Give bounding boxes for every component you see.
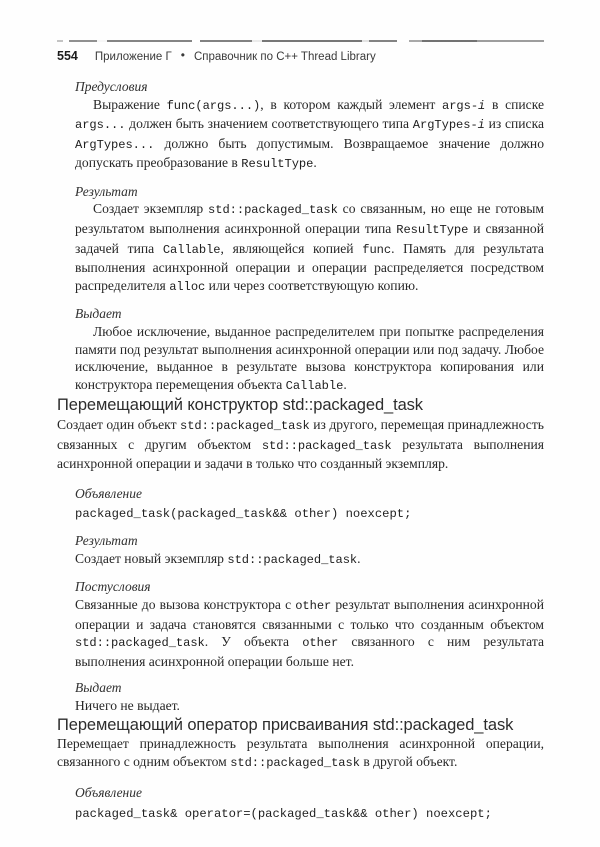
code-run: Callable	[162, 242, 221, 257]
throws-paragraph	[75, 323, 544, 395]
text-run: результата выполнения асинхронной операции и задачи в только что созданный экземпляр.	[57, 436, 544, 472]
code-run: other	[295, 599, 332, 613]
code-run: std::packaged_task	[230, 755, 360, 770]
text-run: со связанным, но еще не готовым результатом выполнения асинхронной операции типа	[75, 201, 544, 237]
label-result: Результат	[75, 183, 138, 199]
code-run: args-	[442, 98, 479, 113]
throws-block	[75, 305, 544, 395]
declaration-code-move-assignment: packaged_task& operator=(packaged_task&& other) noexcept;	[75, 806, 492, 821]
label-declaration: Объявление	[75, 785, 142, 801]
text-run: Любое исключение, выданное распределителем при попытке распределения памяти под результат выполнения асинхронной операции или под задачу. Любое исключение, выданное в результате вызова конструктора копирования или конструктора перемещения объекта	[75, 323, 544, 392]
header-rule	[57, 40, 544, 42]
text-run: результат выполнения асинхронной операции и задача становятся связанными с только что созданным объектом	[75, 597, 544, 632]
code-run: alloc	[169, 279, 206, 294]
page-number: 554	[57, 49, 78, 63]
move-constructor-postconditions-paragraph	[75, 596, 544, 670]
code-run: func	[362, 242, 392, 257]
code-run: ArgTypes-	[412, 118, 478, 133]
text-run: должен быть значением соответствующего типа	[125, 116, 413, 132]
text-run: Создает новый экземпляр	[75, 550, 228, 566]
label-throws: Выдает	[75, 306, 122, 322]
text-run: из другого, перемещая принадлежность связанных с другим объектом	[57, 416, 544, 452]
text-run: .	[313, 155, 317, 171]
code-italic-index: i	[477, 118, 485, 133]
text-run: Связанные до вызова конструктора с	[75, 597, 296, 612]
section-heading-move-constructor: Перемещающий конструктор std::packaged_task	[57, 396, 423, 415]
code-run: std::packaged_task	[208, 203, 338, 218]
label-result: Результат	[75, 533, 138, 549]
move-constructor-throws-paragraph: Ничего не выдает.	[75, 697, 180, 713]
result-paragraph	[75, 200, 544, 296]
move-constructor-throws-block	[75, 679, 544, 714]
text-run: Создает экземпляр	[93, 201, 209, 217]
text-run: или через соответствующую копию.	[205, 277, 419, 293]
text-run: Перемещает принадлежность результата выполнения асинхронной операции, связанного с одним объектом	[57, 736, 544, 769]
code-run: std::packaged_task	[261, 438, 392, 453]
text-run: , в котором каждый элемент	[260, 96, 442, 112]
code-run: ArgTypes...	[75, 137, 155, 152]
preconditions-paragraph	[75, 96, 544, 174]
text-run: в другой объект.	[359, 753, 458, 769]
text-run: в списке	[485, 96, 544, 112]
label-throws: Выдает	[75, 680, 122, 696]
text-run: Выражение	[93, 96, 167, 112]
text-run: .	[357, 550, 361, 566]
move-constructor-postconditions-block	[75, 578, 544, 670]
preconditions-block	[75, 78, 544, 174]
code-run: ResultType	[241, 157, 314, 172]
result-block	[75, 183, 544, 297]
move-constructor-result-block	[75, 532, 544, 569]
text-run: .	[343, 376, 347, 392]
code-run: std::packaged_task	[180, 418, 310, 433]
code-run: std::packaged_task	[75, 636, 205, 651]
code-italic-index: i	[478, 98, 486, 113]
label-preconditions: Предусловия	[75, 79, 148, 94]
running-head-appendix: Приложение Г	[94, 51, 172, 63]
text-run: и связанной задачей типа	[75, 221, 544, 256]
text-run: , являющейся копией	[220, 240, 363, 256]
move-constructor-declaration-block	[75, 485, 544, 524]
move-assignment-intro-paragraph	[57, 735, 544, 772]
text-run: связанного с ним результата выполнения асинхронной операции больше нет.	[75, 634, 544, 669]
code-run: Callable	[285, 378, 344, 393]
code-run: func(args...)	[166, 98, 261, 113]
running-head	[57, 49, 547, 63]
code-run: other	[302, 636, 339, 651]
label-postconditions: Постусловия	[75, 579, 151, 595]
running-head-title: Справочник по C++ Thread Library	[193, 51, 376, 63]
bullet-separator-icon: •	[180, 48, 185, 62]
text-run: из списка	[484, 116, 544, 132]
text-run: . У объекта	[204, 634, 303, 650]
text-run: Создает один объект	[57, 416, 181, 432]
move-constructor-intro-paragraph	[57, 416, 544, 473]
text-run: должно быть допустимым. Возвращаемое значение должно допускать преобразование в	[75, 135, 544, 171]
code-run: std::packaged_task	[227, 552, 358, 567]
code-run: ResultType	[396, 223, 469, 238]
code-run: args...	[75, 118, 126, 133]
move-constructor-result-paragraph	[75, 550, 544, 570]
label-declaration: Объявление	[75, 485, 142, 501]
section-heading-move-assignment: Перемещающий оператор присваивания std::packaged_task	[57, 715, 514, 734]
text-run: . Память для результата выполнения асинхронной операции и операции распределяется посредством распределителя	[75, 240, 544, 293]
text-column	[57, 78, 544, 823]
declaration-code-move-constructor: packaged_task(packaged_task&& other) noexcept;	[75, 507, 412, 522]
move-assignment-declaration-block	[75, 784, 544, 823]
